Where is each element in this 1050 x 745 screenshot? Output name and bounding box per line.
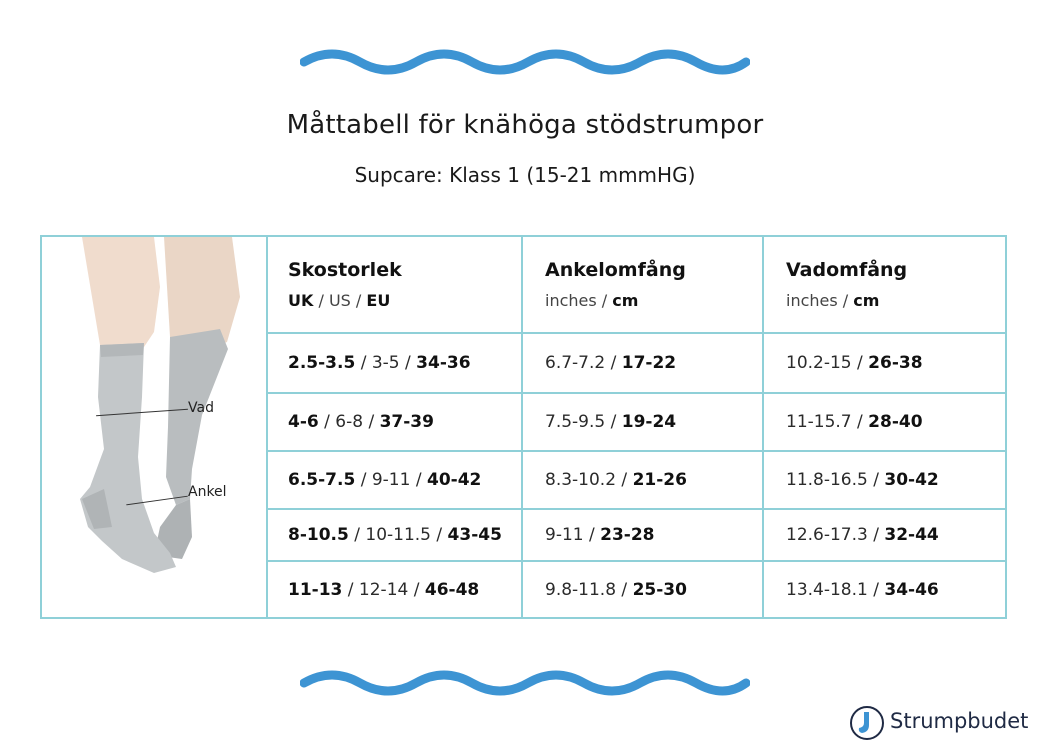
table-row — [266, 333, 1007, 393]
shoe-size-cell: 2.5-3.5 / 3-5 / 34-36 — [266, 333, 522, 393]
calf-cell: 12.6-17.3 / 32-44 — [763, 509, 1007, 561]
calf-cell: 10.2-15 / 26-38 — [763, 333, 1007, 393]
header-shoe-size: Skostorlek UK / US / EU — [288, 259, 402, 310]
table-row — [266, 509, 1007, 561]
ankle-label: Ankel — [188, 484, 227, 500]
ankle-cell: 6.7-7.2 / 17-22 — [522, 333, 763, 393]
ankle-cell: 7.5-9.5 / 19-24 — [522, 393, 763, 451]
shoe-size-cell: 4-6 / 6-8 / 37-39 — [266, 393, 522, 451]
decorative-wave-bottom — [300, 663, 750, 703]
header-calf: Vadomfång inches / cm — [763, 237, 1007, 333]
page-subtitle: Supcare: Klass 1 (15-21 mmmHG) — [354, 163, 696, 187]
decorative-wave-top — [300, 42, 750, 82]
ankle-cell: 9-11 / 23-28 — [522, 509, 763, 561]
calf-cell: 11.8-16.5 / 30-42 — [763, 451, 1007, 509]
shoe-size-cell: 11-13 / 12-14 / 46-48 — [266, 561, 522, 617]
table-row — [266, 451, 1007, 509]
shoe-size-cell: 6.5-7.5 / 9-11 / 40-42 — [266, 451, 522, 509]
sock-logo-icon — [849, 705, 885, 741]
header-ankle: Ankelomfång inches / cm — [522, 237, 763, 333]
shoe-size-cell: 8-10.5 / 10-11.5 / 43-45 — [266, 509, 522, 561]
calf-label: Vad — [188, 400, 214, 416]
size-table — [266, 237, 1007, 617]
sock-illustration — [42, 237, 268, 617]
table-row — [266, 561, 1007, 617]
calf-cell: 13.4-18.1 / 34-46 — [763, 561, 1007, 617]
legs-with-socks-image — [42, 237, 266, 617]
ankle-cell: 8.3-10.2 / 21-26 — [522, 451, 763, 509]
brand-logo — [849, 705, 1039, 741]
page-title: Måttabell för knähöga stödstrumpor — [286, 110, 764, 140]
table-header-row — [266, 237, 1007, 333]
table-row — [266, 393, 1007, 451]
calf-cell: 11-15.7 / 28-40 — [763, 393, 1007, 451]
size-chart — [40, 235, 1007, 619]
ankle-cell: 9.8-11.8 / 25-30 — [522, 561, 763, 617]
brand-name: Strumpbudet — [890, 709, 1029, 733]
